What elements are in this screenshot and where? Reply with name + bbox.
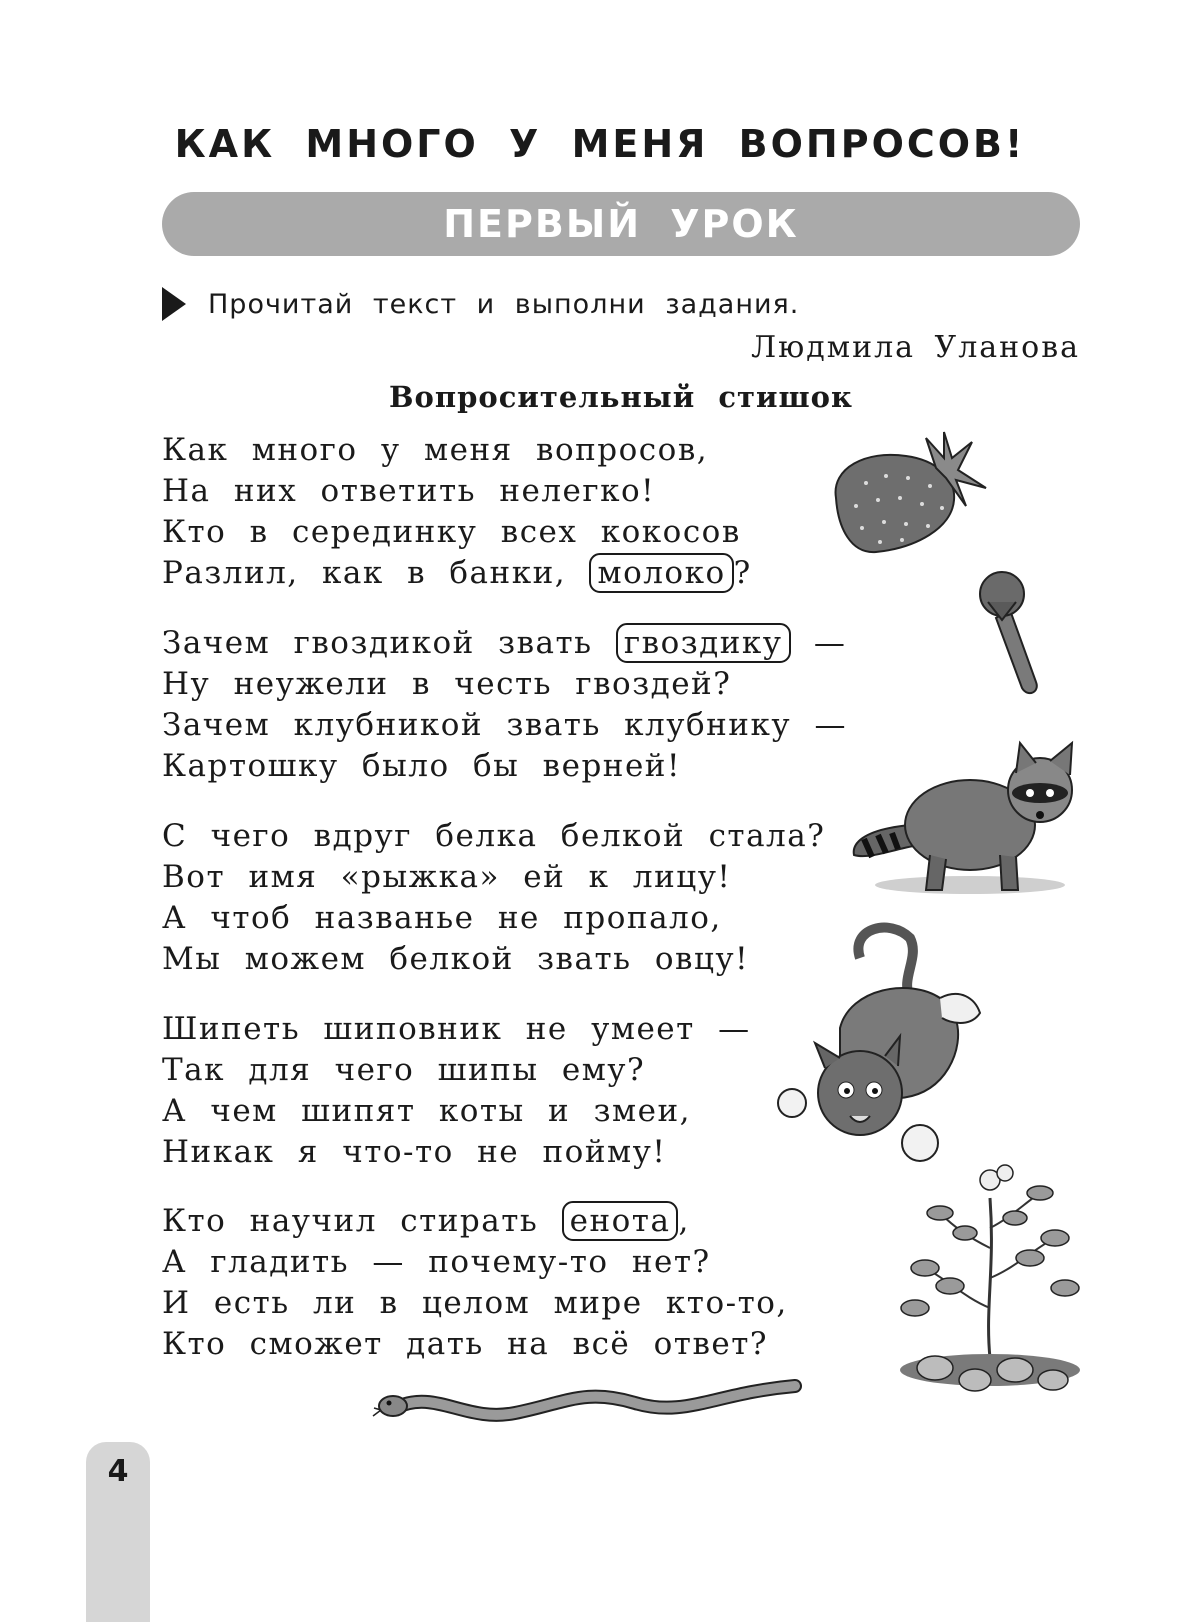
poem-line: Кто в серединку всех кокосов (162, 514, 741, 550)
poem-line: Ну неужели в честь гвоздей? (162, 666, 732, 702)
poem-line: Картошку было бы верней! (162, 748, 681, 784)
poem-line: Шипеть шиповник не умеет — (162, 1011, 751, 1047)
poem-line: А гладить — почему-то нет? (162, 1244, 711, 1280)
poem-line: Никак я что-то не пойму! (162, 1134, 667, 1170)
page-number: 4 (107, 1454, 129, 1489)
play-triangle-icon (162, 287, 186, 321)
poem-line: А чем шипят коты и змеи, (162, 1093, 691, 1129)
poem-line: С чего вдруг белка белкой стала? (162, 818, 826, 854)
cat-icon (770, 918, 990, 1168)
boxed-word: гвоздику (616, 623, 791, 663)
poem-text: ? (733, 555, 752, 591)
poem-text: — (790, 625, 847, 661)
poem-line: А чтоб названье не пропало, (162, 900, 722, 936)
poem-text: Зачем гвоздикой звать (162, 625, 616, 661)
poem-text: Разлил, как в банки, (162, 555, 590, 591)
stanza-5 (162, 1201, 788, 1365)
boxed-word: молоко (589, 553, 733, 593)
poem-line: Как много у меня вопросов, (162, 432, 709, 468)
poem-line (162, 553, 752, 594)
poem-line: Так для чего шипы ему? (162, 1052, 646, 1088)
poem-text: , (678, 1203, 690, 1239)
poem-line: На них ответить нелегко! (162, 473, 656, 509)
poem-line: Вот имя «рыжка» ей к лицу! (162, 859, 732, 895)
stanza-2 (162, 623, 847, 787)
potato-plant-icon (895, 1158, 1085, 1398)
boxed-word: енота (562, 1201, 679, 1241)
poem-title: Вопросительный стишок (389, 380, 853, 414)
poem-text: Кто научил стирать (162, 1203, 562, 1239)
page-title: КАК МНОГО У МЕНЯ ВОПРОСОВ! (174, 122, 1026, 166)
poem-line (162, 1201, 788, 1242)
stanza-3 (162, 816, 825, 980)
poem-line: Мы можем белкой звать овцу! (162, 941, 750, 977)
poem-line: И есть ли в целом мире кто-то, (162, 1285, 788, 1321)
lesson-banner (162, 192, 1080, 256)
raccoon-icon (850, 735, 1085, 900)
instruction-text: Прочитай текст и выполни задания. (208, 288, 800, 320)
lesson-label: ПЕРВЫЙ УРОК (443, 202, 799, 246)
instruction (162, 282, 799, 326)
poem-line: Зачем клубникой звать клубнику — (162, 707, 847, 743)
author: Людмила Уланова (751, 330, 1080, 365)
stanza-1 (162, 430, 752, 594)
snake-icon (375, 1378, 805, 1436)
poem-line (162, 623, 847, 664)
poem-line: Кто сможет дать на всё ответ? (162, 1326, 769, 1362)
stanza-4 (162, 1009, 751, 1173)
clove-icon (970, 566, 1055, 696)
strawberry-icon (826, 428, 991, 558)
